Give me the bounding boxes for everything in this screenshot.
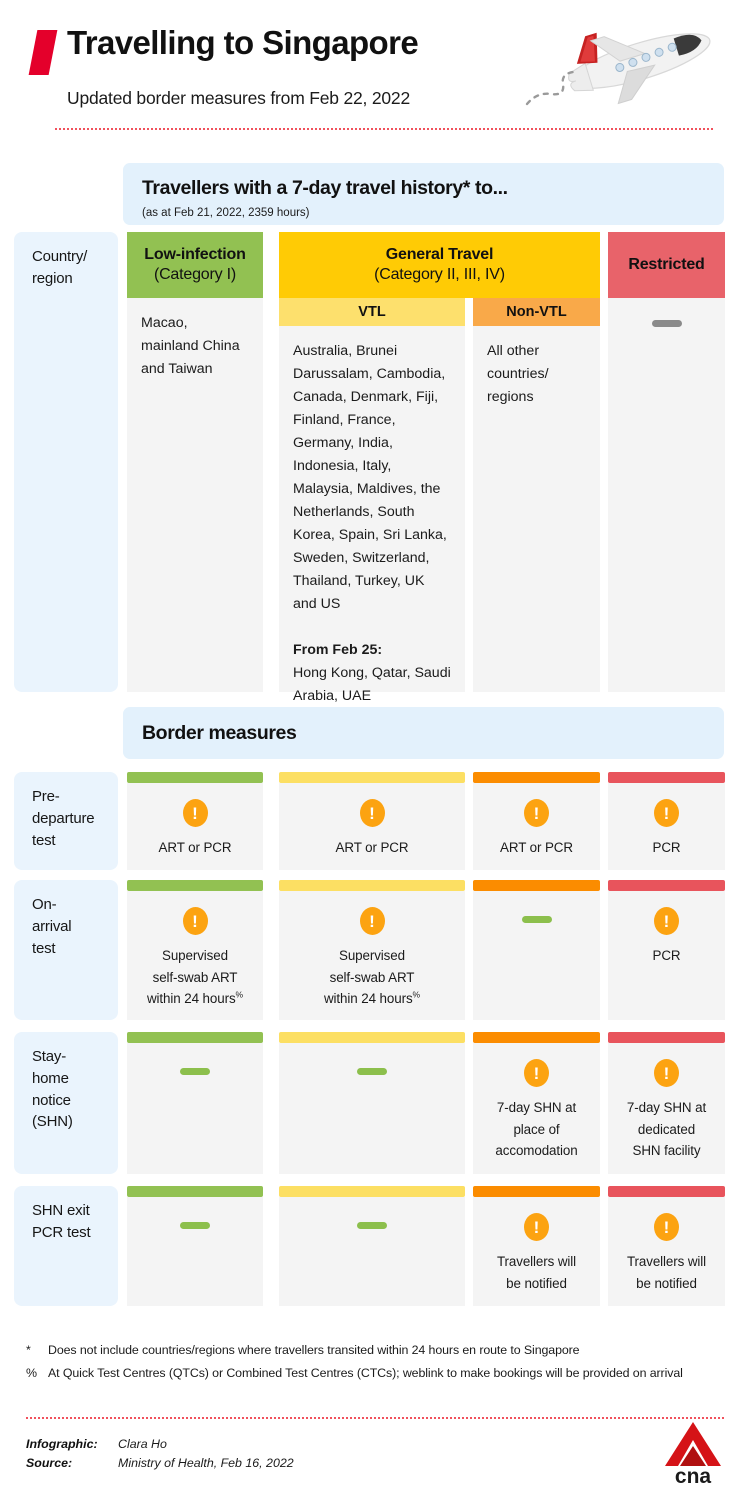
measure-cell-body xyxy=(608,1043,725,1174)
header-restricted-title: Restricted xyxy=(628,256,705,273)
measure-cell-text: 7-day SHN at place of accomodation xyxy=(495,1100,578,1159)
red-slash-accent xyxy=(29,30,58,75)
footer-divider xyxy=(26,1417,724,1419)
exclamation-icon: ! xyxy=(654,907,679,935)
footnotes xyxy=(26,1343,724,1389)
credit-source-value: Ministry of Health, Feb 16, 2022 xyxy=(118,1456,294,1470)
measure-cell-color-bar xyxy=(473,772,600,783)
exclamation-icon: ! xyxy=(360,907,385,935)
credit-infographic xyxy=(26,1437,294,1451)
vtl-from-feb25-heading: From Feb 25: xyxy=(293,642,383,658)
measure-row-label: Pre- departure test xyxy=(14,772,118,870)
dash-icon xyxy=(652,320,682,327)
header-low-infection-title: Low-infection xyxy=(144,246,246,263)
measure-cell xyxy=(279,1186,465,1306)
measure-cell-text: ART or PCR xyxy=(500,840,573,855)
exclamation-icon: ! xyxy=(524,1213,549,1241)
measure-cell xyxy=(473,1186,600,1306)
exclamation-icon: ! xyxy=(654,1213,679,1241)
dash-icon xyxy=(357,1068,387,1075)
measure-cell xyxy=(127,880,263,1020)
vtl-from-feb25-list: Hong Kong, Qatar, Saudi Arabia, UAE xyxy=(293,665,451,704)
measure-row-label: SHN exit PCR test xyxy=(14,1186,118,1306)
measure-cell-body xyxy=(279,891,465,1020)
cna-logo xyxy=(662,1420,724,1486)
measure-cell-text: Supervised self-swab ART within 24 hours% xyxy=(146,948,244,1007)
country-region-table xyxy=(0,232,738,704)
measure-cell-body xyxy=(127,1197,263,1306)
measure-cell xyxy=(608,1186,725,1306)
measure-cell-color-bar xyxy=(127,1032,263,1043)
credit-source-label: Source: xyxy=(26,1456,73,1470)
measure-cell-text: Travellers will be notified xyxy=(626,1254,707,1291)
measure-cell-body xyxy=(127,783,263,870)
measure-row xyxy=(0,1032,738,1174)
measure-cell xyxy=(279,772,465,870)
banner-border-measures xyxy=(123,707,724,759)
column-low-infection xyxy=(127,232,263,692)
measure-cell xyxy=(127,1186,263,1306)
banner-travel-history-subtitle: (as at Feb 21, 2022, 2359 hours) xyxy=(142,207,310,219)
footnote-percent-text: At Quick Test Centres (QTCs) or Combined Test Centres (CTCs); weblink to make bookings will be provided on arrival xyxy=(48,1366,683,1380)
measure-cell xyxy=(127,1032,263,1174)
footnote-asterisk xyxy=(26,1343,724,1357)
measure-cell-color-bar xyxy=(608,1032,725,1043)
footnote-asterisk-marker: * xyxy=(26,1343,31,1357)
measure-cell-body xyxy=(127,1043,263,1174)
measure-row xyxy=(0,772,738,870)
low-infection-country-list: Macao, mainland China and Taiwan xyxy=(141,315,240,377)
cell-restricted-countries xyxy=(608,298,725,692)
exclamation-icon: ! xyxy=(183,907,208,935)
exclamation-icon: ! xyxy=(654,799,679,827)
dash-icon xyxy=(357,1222,387,1229)
header-low-infection xyxy=(127,232,263,298)
credit-infographic-value: Clara Ho xyxy=(118,1437,167,1451)
measure-row xyxy=(0,880,738,1020)
measure-cell xyxy=(608,772,725,870)
header-restricted xyxy=(608,232,725,298)
measure-cell xyxy=(127,772,263,870)
measure-cell-color-bar xyxy=(279,880,465,891)
measure-cell-color-bar xyxy=(127,1186,263,1197)
measure-cell-text: PCR xyxy=(652,948,681,963)
credit-source xyxy=(26,1456,294,1470)
cell-low-infection-countries xyxy=(127,298,263,692)
banner-travel-history-title: Travellers with a 7-day travel history* to... xyxy=(142,177,508,199)
column-non-vtl xyxy=(473,298,600,692)
measure-cell-color-bar xyxy=(279,1032,465,1043)
header-divider xyxy=(55,128,713,130)
measure-cell xyxy=(473,1032,600,1174)
cell-vtl-countries xyxy=(279,326,465,704)
subheader-non-vtl: Non-VTL xyxy=(473,298,600,326)
measure-cell-body xyxy=(473,1043,600,1174)
measure-cell-color-bar xyxy=(127,880,263,891)
exclamation-icon: ! xyxy=(524,1059,549,1087)
dash-icon xyxy=(522,916,552,923)
measure-cell-body xyxy=(279,1043,465,1174)
measure-cell-color-bar xyxy=(473,880,600,891)
measure-cell-color-bar xyxy=(127,772,263,783)
exclamation-icon: ! xyxy=(360,799,385,827)
measure-cell xyxy=(279,1032,465,1174)
measure-row-label: On- arrival test xyxy=(14,880,118,1020)
measure-cell-text: PCR xyxy=(652,840,681,855)
measure-cell-body xyxy=(127,891,263,1020)
banner-travel-history xyxy=(123,163,724,225)
header-general-travel-title: General Travel xyxy=(385,246,494,263)
measure-cell-color-bar xyxy=(473,1032,600,1043)
column-vtl xyxy=(279,298,465,704)
measure-row-label: Stay- home notice (SHN) xyxy=(14,1032,118,1174)
footnote-percent-marker: % xyxy=(26,1366,37,1380)
measure-cell-body xyxy=(473,783,600,870)
measure-cell-color-bar xyxy=(608,880,725,891)
measure-cell-body xyxy=(473,1197,600,1306)
measure-cell-color-bar xyxy=(608,772,725,783)
header-general-travel xyxy=(279,232,600,298)
measure-cell-body xyxy=(608,783,725,870)
measure-cell xyxy=(608,1032,725,1174)
measure-cell-text: Supervised self-swab ART within 24 hours% xyxy=(323,948,421,1007)
banner-border-measures-title: Border measures xyxy=(142,722,297,744)
measure-cell-body xyxy=(608,1197,725,1306)
credit-infographic-label: Infographic: xyxy=(26,1437,98,1451)
page-header xyxy=(0,0,738,140)
cna-wordmark: cna xyxy=(674,1465,712,1486)
row-label-country-region: Country/ region xyxy=(14,232,118,692)
measure-cell-text: Travellers will be notified xyxy=(496,1254,577,1291)
measure-cell-color-bar xyxy=(608,1186,725,1197)
measure-cell xyxy=(473,880,600,1020)
measure-cell-text: 7-day SHN at dedicated SHN facility xyxy=(626,1100,707,1159)
measure-row xyxy=(0,1186,738,1306)
vtl-country-list-text: Australia, Brunei Darussalam, Cambodia, Canada, Denmark, Fiji, Finland, France, Germany, India, Indonesia, Italy, Malaysia, Maldives, the Netherlands, South Korea, Spain, Sri Lanka, Sweden, Switzerland, Thailand, Turkey, UK and US xyxy=(293,343,447,612)
non-vtl-country-list: All other countries/ regions xyxy=(487,343,549,405)
exclamation-icon: ! xyxy=(654,1059,679,1087)
footnote-percent xyxy=(26,1366,724,1380)
measure-cell-body xyxy=(473,891,600,1020)
measure-cell-text: ART or PCR xyxy=(335,840,409,855)
measure-cell-text: ART or PCR xyxy=(158,840,232,855)
column-restricted xyxy=(608,232,725,692)
subheader-vtl: VTL xyxy=(279,298,465,326)
measure-cell-body xyxy=(279,1197,465,1306)
credits xyxy=(26,1437,294,1475)
measure-cell-body xyxy=(608,891,725,1020)
cell-non-vtl-countries xyxy=(473,326,600,692)
measure-cell-color-bar xyxy=(279,1186,465,1197)
vtl-country-list xyxy=(279,326,465,708)
page-title: Travelling to Singapore xyxy=(67,24,419,61)
header-low-infection-sub: (Category I) xyxy=(153,266,237,283)
exclamation-icon: ! xyxy=(524,799,549,827)
measure-cell xyxy=(473,772,600,870)
dash-icon xyxy=(180,1222,210,1229)
measure-cell xyxy=(279,880,465,1020)
measure-cell xyxy=(608,880,725,1020)
footnote-asterisk-text: Does not include countries/regions where travellers transited within 24 hours en route to Singapore xyxy=(48,1343,580,1357)
exclamation-icon: ! xyxy=(183,799,208,827)
header-general-travel-sub: (Category II, III, IV) xyxy=(374,266,505,283)
measure-cell-body xyxy=(279,783,465,870)
page-subtitle: Updated border measures from Feb 22, 2022 xyxy=(67,88,410,108)
measure-cell-color-bar xyxy=(473,1186,600,1197)
dash-icon xyxy=(180,1068,210,1075)
airplane-icon xyxy=(521,8,726,113)
measure-cell-color-bar xyxy=(279,772,465,783)
